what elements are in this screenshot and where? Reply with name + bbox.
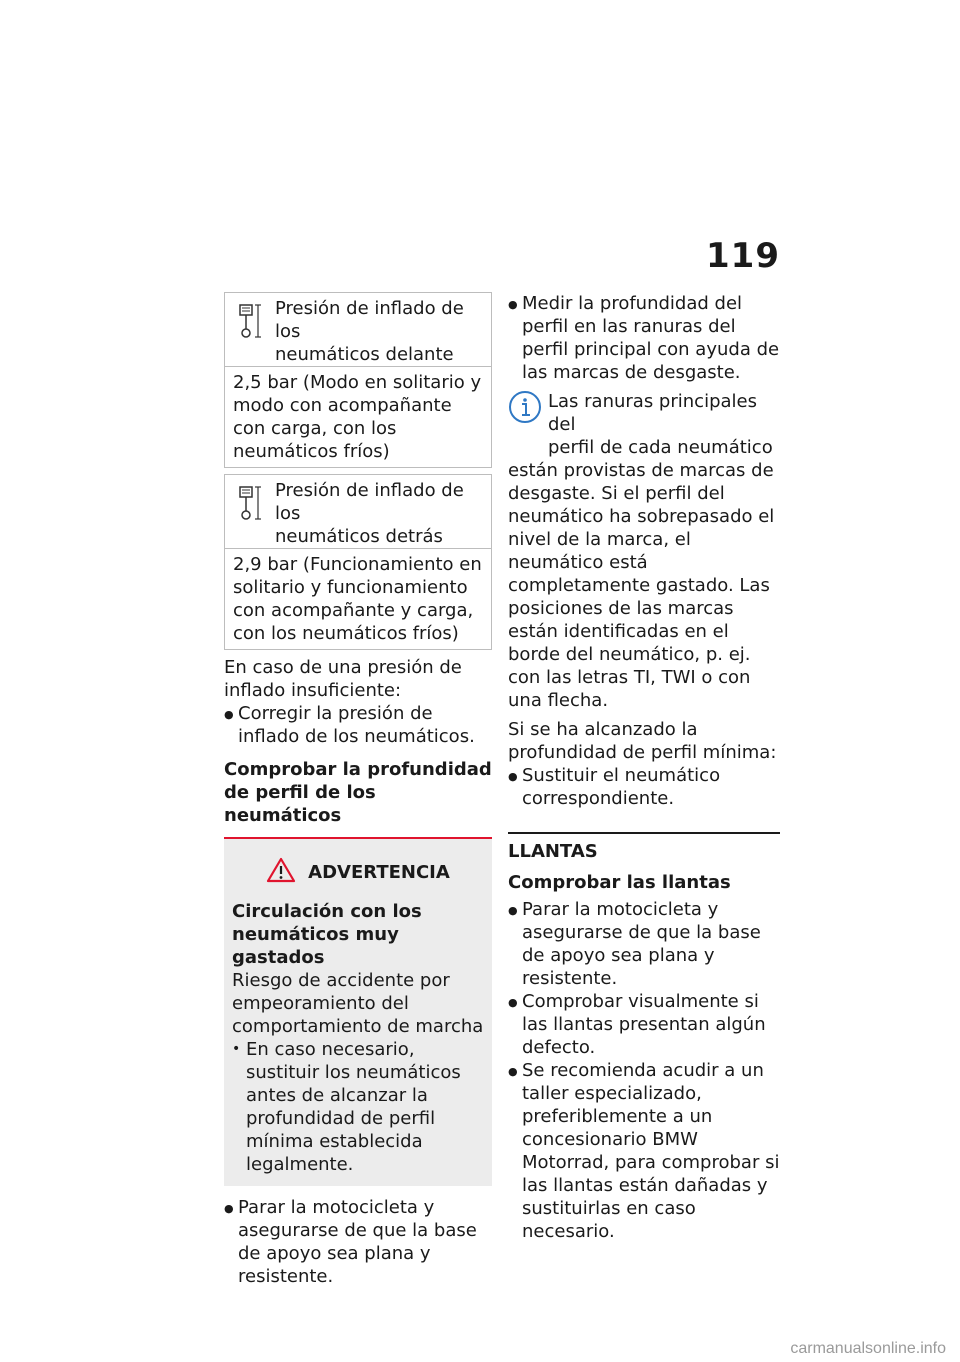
- list-item: ● Se recomienda acudir a un taller especializado, preferiblemente a un concesionario BMW Motorrad, para comprobar si las llantas están dañadas y sustituirlas en caso necesario.: [508, 1059, 780, 1243]
- info-icon: [508, 390, 542, 428]
- list-item: ● Medir la profundidad del perfil en las ranuras del perfil principal con ayuda de las marcas de desgaste.: [508, 292, 780, 384]
- section-title: LLANTAS: [508, 841, 598, 862]
- right-column: [508, 292, 780, 1243]
- warning-title: ADVERTENCIA: [308, 862, 450, 883]
- warning-lead: Circulación con los neumáticos muy gastados: [232, 901, 422, 968]
- spec-rear-header: [225, 475, 491, 549]
- spec-rear-label-line2: neumáticos detrás: [275, 526, 443, 547]
- section-llantas: [508, 832, 780, 1243]
- watermark-footer: carmanualsonline.info: [790, 1340, 946, 1357]
- list-item: ● Comprobar visualmente si las llantas presentan algún defecto.: [508, 990, 780, 1059]
- spec-front-tire-pressure: [224, 292, 492, 468]
- spec-front-label-line2: neumáticos delante: [275, 344, 454, 365]
- warning-text: Riesgo de accidente por empeoramiento del comportamiento de marcha: [232, 970, 484, 1037]
- info-note: [508, 390, 780, 712]
- tire-pressure-gauge-icon: [237, 303, 263, 343]
- note-line2: perfil de cada neumático: [548, 437, 773, 458]
- list-item: ● Parar la motocicleta y asegurarse de que la base de apoyo sea plana y resistente.: [508, 898, 780, 990]
- warning-triangle-icon: [266, 857, 296, 888]
- list-item: ● Corregir la presión de inflado de los neumáticos.: [224, 702, 492, 748]
- spec-front-header: [225, 293, 491, 367]
- spec-front-value: 2,5 bar (Modo en solitario y modo con acompañante con carga, con los neumáticos fríos): [233, 372, 482, 462]
- list-item: ● Sustituir el neumático correspondiente.: [508, 764, 780, 810]
- tire-pressure-gauge-icon: [237, 485, 263, 525]
- spec-rear-label-line1: Presión de inflado de los: [275, 480, 464, 524]
- note-line1: Las ranuras principales del: [548, 391, 757, 435]
- heading-check-rims: Comprobar las llantas: [508, 872, 731, 893]
- list-item: ● Parar la motocicleta y asegurarse de que la base de apoyo sea plana y resistente.: [224, 1196, 492, 1288]
- spec-rear-value: 2,9 bar (Funcionamiento en solitario y funcionamiento con acompañante y carga, con los neumáticos fríos): [233, 554, 482, 644]
- note-text: están provistas de marcas de desgaste. Si el perfil del neumático ha sobrepasado el nivel de la marca, el neumático está completamente gastado. Las posiciones de las marcas están identificadas en el borde del neumático, p. ej. con las letras TI, TWI o con una flecha.: [508, 460, 775, 711]
- insufficient-pressure-text: En caso de una presión de inflado insuficiente:: [224, 657, 462, 701]
- heading-tread-depth: Comprobar la profundidad de perfil de los neumáticos: [224, 759, 492, 826]
- warning-header: [232, 857, 484, 888]
- left-column: [224, 292, 492, 1288]
- spec-front-label-line1: Presión de inflado de los: [275, 298, 464, 342]
- min-depth-text: Si se ha alcanzado la profundidad de perfil mínima:: [508, 719, 777, 763]
- list-item: • En caso necesario, sustituir los neumáticos antes de alcanzar la profundidad de perfil mínima establecida legalmente.: [232, 1038, 484, 1176]
- page-number: 119: [706, 236, 780, 276]
- warning-box: [224, 837, 492, 1186]
- spec-rear-tire-pressure: [224, 474, 492, 650]
